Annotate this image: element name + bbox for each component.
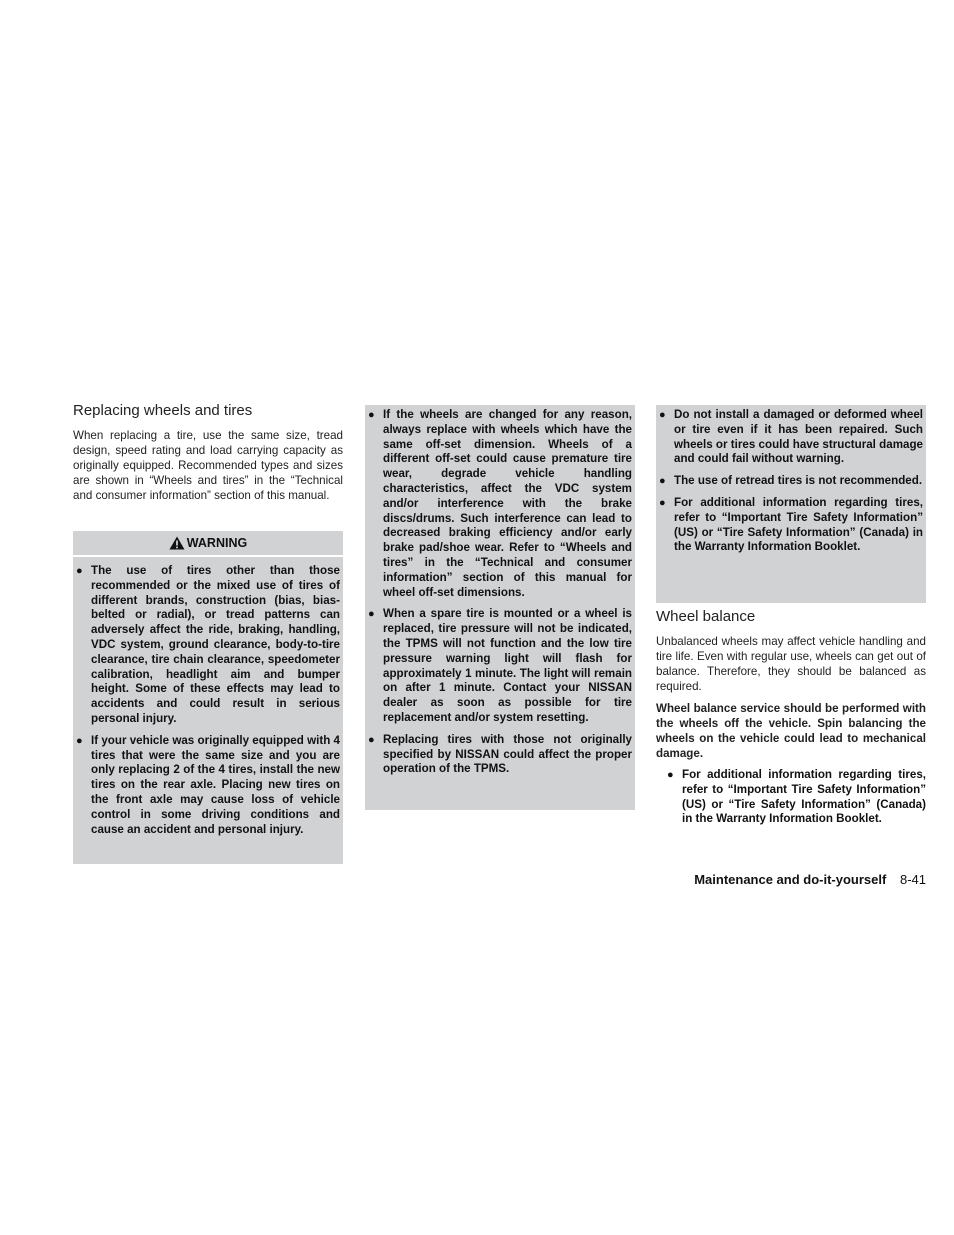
list-item: ● Replacing tires with those not originally specified by NISSAN could affect the proper operation of the TPMS. xyxy=(368,732,632,776)
list-item: ● The use of retread tires is not recommended. xyxy=(659,474,923,488)
note-list xyxy=(664,768,926,834)
list-item: ● The use of tires other than those recommended or the mixed use of tires of different brands, construction (bias, bias-belted or radial), or tread patterns can adversely affect the ride, braking, handling, VDC system, ground clearance, body-to-tire clearance, tire chain clearance, speedometer calibration, headlight aim and bumper height. Some of these effects may lead to accidents and could result in serious personal injury. xyxy=(76,564,340,725)
list-item: ● For additional information regarding tires, refer to “Important Tire Safety Information” (US) or “Tire Safety Information” (Canada) in the Warranty Information Booklet. xyxy=(659,495,923,554)
warning-list xyxy=(73,557,343,837)
section-title-replacing: Replacing wheels and tires xyxy=(73,402,253,419)
balance-paragraph: Unbalanced wheels may affect vehicle handling and tire life. Even with regular use, wheels can get out of balance. Therefore, they should be balanced as required. xyxy=(656,635,926,694)
warning-box xyxy=(73,531,343,864)
list-item: ● If the wheels are changed for any reason, always replace with wheels which have the same off-set dimension. Wheels of a different off-set could cause premature tire wear, degrade vehicle handling characteristics, affect the VDC system and/or interference with the brake discs/drums. Such interference can lead to decreased braking efficiency and/or early brake pad/shoe wear. Refer to “Wheels and tires” in the “Technical and consumer information” section of this manual for wheel off-set dimensions. xyxy=(368,408,632,599)
warning-box-continued xyxy=(365,405,635,810)
warning-box-continued xyxy=(656,405,926,603)
list-item: ● For additional information regarding tires, refer to “Important Tire Safety Information” (US) or “Tire Safety Information” (Canada) in the Warranty Information Booklet. xyxy=(667,768,926,826)
warning-list xyxy=(365,408,632,777)
page-number: 8-41 xyxy=(899,872,926,887)
warning-label: WARNING xyxy=(186,536,248,550)
page-footer xyxy=(694,872,926,887)
warning-triangle-icon xyxy=(169,536,185,550)
list-item: ● When a spare tire is mounted or a wheel is replaced, tire pressure will not be indicated, the TPMS will not function and the low tire pressure warning light will flash for approximately 1 minute. The light will remain on after 1 minute. Contact your NISSAN dealer as soon as possible for tire replacement and/or system resetting. xyxy=(368,607,632,724)
warning-list xyxy=(656,408,923,555)
balance-service-paragraph: Wheel balance service should be performed with the wheels off the vehicle. Spin balancing the wheels on the vehicle could lead to mechanical damage. xyxy=(656,702,926,761)
footer-section: Maintenance and do-it-yourself xyxy=(694,872,887,887)
list-item: ● If your vehicle was originally equipped with 4 tires that were the same size and you are only replacing 2 of the 4 tires, install the new tires on the rear axle. Placing new tires on the front axle may cause loss of vehicle control in some driving conditions and cause an accident and personal injury. xyxy=(76,733,340,836)
warning-header xyxy=(73,531,343,557)
list-item: ● Do not install a damaged or deformed wheel or tire even if it has been repaired. Such wheels or tires could have structural damage and could fail without warning. xyxy=(659,408,923,466)
intro-paragraph: When replacing a tire, use the same size, tread design, speed rating and load carrying capacity as originally equipped. Recommended types and sizes are shown in “Wheels and tires” in the “Technical and consumer information” section of this manual. xyxy=(73,429,343,503)
section-title-wheel-balance: Wheel balance xyxy=(656,608,756,625)
